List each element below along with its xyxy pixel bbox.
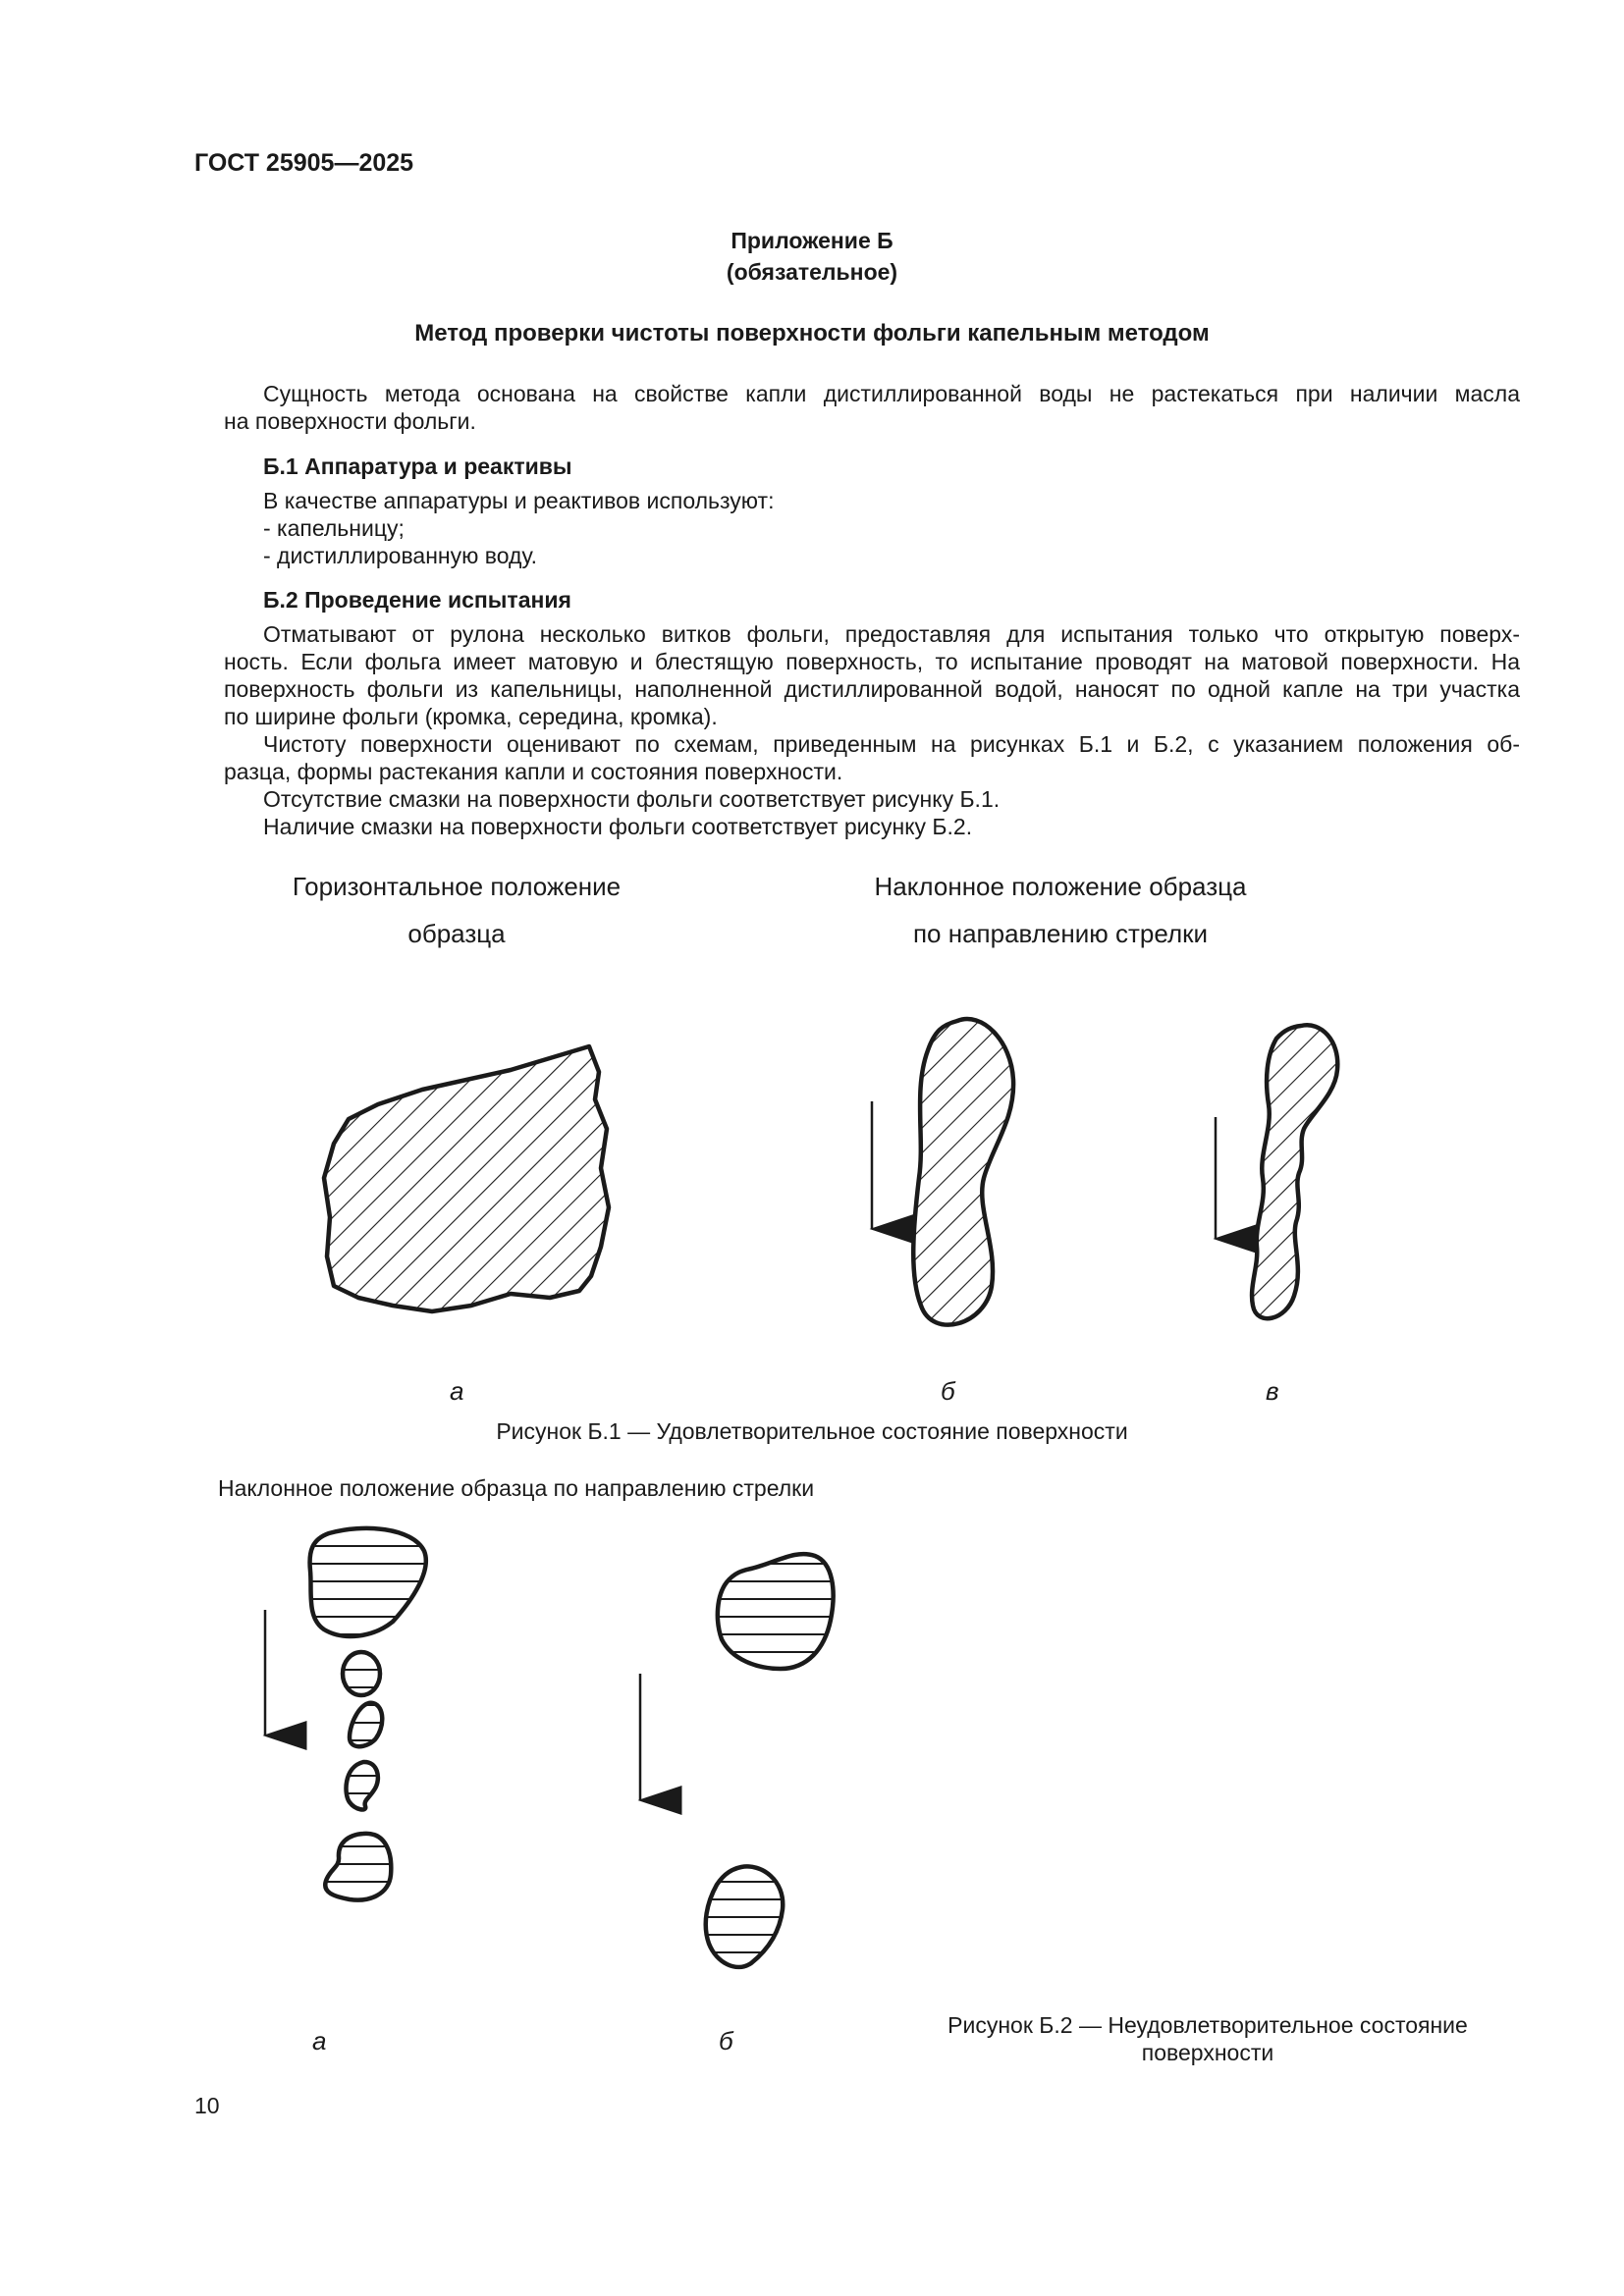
paragraph-line: Отматывают от рулона несколько витков фольги, предоставляя для испытания только что открытую поверх- <box>263 621 1520 647</box>
figure1-label-left-line2: образца <box>407 919 506 948</box>
drop-shape-2b-2 <box>706 1866 784 1967</box>
figure1-letter-c: в <box>1266 1376 1279 1406</box>
page-number: 10 <box>194 2093 220 2118</box>
section-2-heading: Б.2 Проведение испытания <box>263 587 571 613</box>
drop-shape-2a-2 <box>343 1652 380 1695</box>
paragraph-line: поверхность фольги из капельницы, наполненной дистиллированной водой, наносят по одной капле на три участка <box>224 676 1520 702</box>
figure1-caption: Рисунок Б.1 — Удовлетворительное состояние поверхности <box>496 1418 1128 1444</box>
section-2-paragraph-4: Наличие смазки на поверхности фольги соответствует рисунку Б.2. <box>263 814 973 839</box>
figure2-letter-b: б <box>719 2026 733 2056</box>
figure1-label-right-line2: по направлению стрелки <box>912 919 1209 948</box>
figure2-letter-a: а <box>312 2026 327 2056</box>
list-item: - капельницу; <box>263 515 405 541</box>
drop-shape-b <box>913 1019 1013 1325</box>
appendix-heading: Метод проверки чистоты поверхности фольги капельным методом <box>414 320 1210 347</box>
section-2-paragraph-3: Отсутствие смазки на поверхности фольги соответствует рисунку Б.1. <box>263 786 1001 812</box>
drop-shape-2a-5 <box>325 1834 391 1900</box>
figure2-caption-line1: Рисунок Б.2 — Неудовлетворительное состояние <box>947 2012 1468 2038</box>
list-item: - дистиллированную воду. <box>263 543 538 568</box>
appendix-title: Приложение Б <box>731 228 893 253</box>
section-1-text: В качестве аппаратуры и реактивов используют: <box>263 488 775 513</box>
figure1-letter-b: б <box>941 1376 955 1406</box>
paragraph-line: ность. Если фольга имеет матовую и блестящую поверхность, то испытание проводят на матовой поверхности. На <box>224 649 1520 674</box>
drop-shape-2b-1 <box>718 1554 834 1669</box>
figure1-label-left-line1: Горизонтальное положение <box>292 872 622 901</box>
paragraph-line: Чистоту поверхности оценивают по схемам, приведенным на рисунках Б.1 и Б.2, с указанием положения об- <box>263 731 1520 757</box>
figure1-letter-a: а <box>450 1376 464 1406</box>
section-1-heading: Б.1 Аппаратура и реактивы <box>263 454 572 479</box>
figure2-caption-line2: поверхности <box>1141 2040 1274 2065</box>
figure2-label: Наклонное положение образца по направлению стрелки <box>218 1475 815 1501</box>
drop-shape-2a-1 <box>310 1528 426 1636</box>
figure1-label-right-line1: Наклонное положение образца <box>874 872 1247 901</box>
drop-shape-2a-4 <box>347 1762 378 1810</box>
drop-shape-c <box>1252 1025 1337 1318</box>
paragraph-line: по ширине фольги (кромка, середина, кромка). <box>224 704 718 729</box>
paragraph-line: разца, формы растекания капли и состояния поверхности. <box>224 759 843 784</box>
intro-line-2: на поверхности фольги. <box>224 408 476 434</box>
drop-shape-2a-3 <box>350 1703 382 1747</box>
intro-line-1: Сущность метода основана на свойстве капли дистиллированной воды не растекаться при наличии масла <box>263 381 1520 406</box>
document-id: ГОСТ 25905—2025 <box>194 149 414 177</box>
drop-shape-a <box>324 1046 609 1311</box>
appendix-status: (обязательное) <box>726 259 898 285</box>
